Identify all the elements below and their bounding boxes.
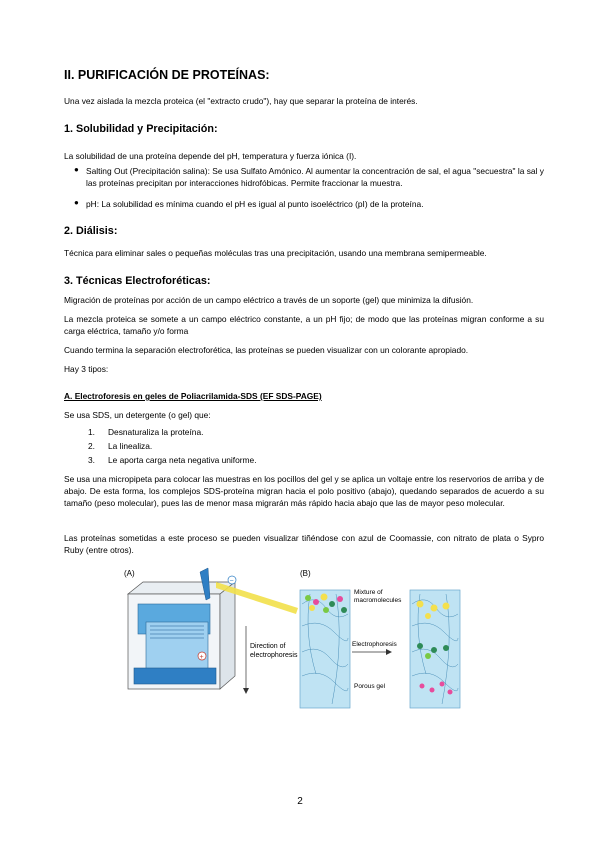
bullet-icon: ● <box>74 165 79 174</box>
svg-text:Direction of: Direction of <box>250 643 286 650</box>
figure-label-b: (B) <box>300 569 311 578</box>
list-item: Desnaturaliza la proteína. <box>108 427 204 437</box>
subsection-a-paragraph-6: Las proteínas sometidas a este proceso se pueden visualizar tiñéndose con azul de Coomassie, con nitrato de plata o Sypro Ruby (entre otros). <box>64 533 544 555</box>
gel-apparatus <box>128 568 298 694</box>
subsection-a-lead: Se usa SDS, un detergente (o gel) que: <box>64 410 211 420</box>
list-item-number: 1. <box>88 427 95 437</box>
svg-text:macromolecules: macromolecules <box>354 597 402 604</box>
section-2-heading: 2. Diálisis: <box>64 225 118 237</box>
svg-text:−: − <box>229 578 234 585</box>
subsection-a-paragraph-5: Se usa una micropipeta para colocar las muestras en los pocillos del gel y se aplica un voltaje entre los reservorios de arriba y de abajo. De esta forma, los complejos SDS-proteína migran hacia el polo positivo (abajo), quedando separados de acuerdo a su tamaño (peso molecular), pues las de menor masa migrarán más rápido hacia abajo que las de mayor peso molecular. <box>64 474 544 508</box>
direction-arrow-icon <box>243 688 249 694</box>
figure-label-a: (A) <box>124 569 135 578</box>
list-item-number: 2. <box>88 441 95 451</box>
gel-column-before <box>300 590 350 708</box>
svg-text:Mixture of: Mixture of <box>354 589 383 596</box>
svg-text:+: + <box>199 654 204 661</box>
section-3-paragraph-3: Cuando termina la separación electroforética, las proteínas se pueden visualizar con un colorante apropiado. <box>64 345 469 355</box>
subsection-a-heading: A. Electroforesis en geles de Poliacrilamida-SDS (EF SDS-PAGE) <box>64 391 322 401</box>
list-item: La linealiza. <box>108 441 153 451</box>
list-item: Le aporta carga neta negativa uniforme. <box>108 455 257 465</box>
bullet-salting-out: Salting Out (Precipitación salina): Se usa Sulfato Amónico. Al aumentar la concentración de sal, el agua "secuestra" la sal y las proteínas precipitan por interacciones hidrofóbicas. Permite fraccionar la muestra. <box>86 166 544 188</box>
section-3-heading: 3. Técnicas Electroforéticas: <box>64 275 211 287</box>
section-3-paragraph-1: Migración de proteínas por acción de un campo eléctrico a través de un soporte (gel) que minimiza la difusión. <box>64 295 474 305</box>
svg-text:Porous gel: Porous gel <box>354 683 386 690</box>
svg-text:electrophoresis: electrophoresis <box>250 652 298 659</box>
page-title: II. PURIFICACIÓN DE PROTEÍNAS: <box>64 68 270 82</box>
electrophoresis-arrow-icon <box>386 649 392 655</box>
section-3-paragraph-2: La mezcla proteica se somete a un campo eléctrico constante, a un pH fijo; de modo que las proteínas migran conforme a su carga eléctrica, tamaño y/o forma <box>64 314 544 336</box>
bullet-icon: ● <box>74 198 79 207</box>
list-item-number: 3. <box>88 455 95 465</box>
section-2-text: Técnica para eliminar sales o pequeñas moléculas tras una precipitación, usando una membrana semipermeable. <box>64 248 487 258</box>
section-3-paragraph-4: Hay 3 tipos: <box>64 364 109 374</box>
svg-text:Electrophoresis: Electrophoresis <box>352 641 397 648</box>
electrophoresis-figure <box>120 564 480 714</box>
section-1-heading: 1. Solubilidad y Precipitación: <box>64 123 218 135</box>
page-number: 2 <box>297 796 303 807</box>
bullet-ph: pH: La solubilidad es mínima cuando el pH es igual al punto isoeléctrico (pI) de la proteína. <box>86 199 424 209</box>
intro-paragraph: Una vez aislada la mezcla proteica (el "extracto crudo"), hay que separar la proteína de interés. <box>64 96 418 106</box>
gel-column-after <box>410 590 460 708</box>
section-1-text: La solubilidad de una proteína depende del pH, temperatura y fuerza iónica (I). <box>64 151 357 161</box>
